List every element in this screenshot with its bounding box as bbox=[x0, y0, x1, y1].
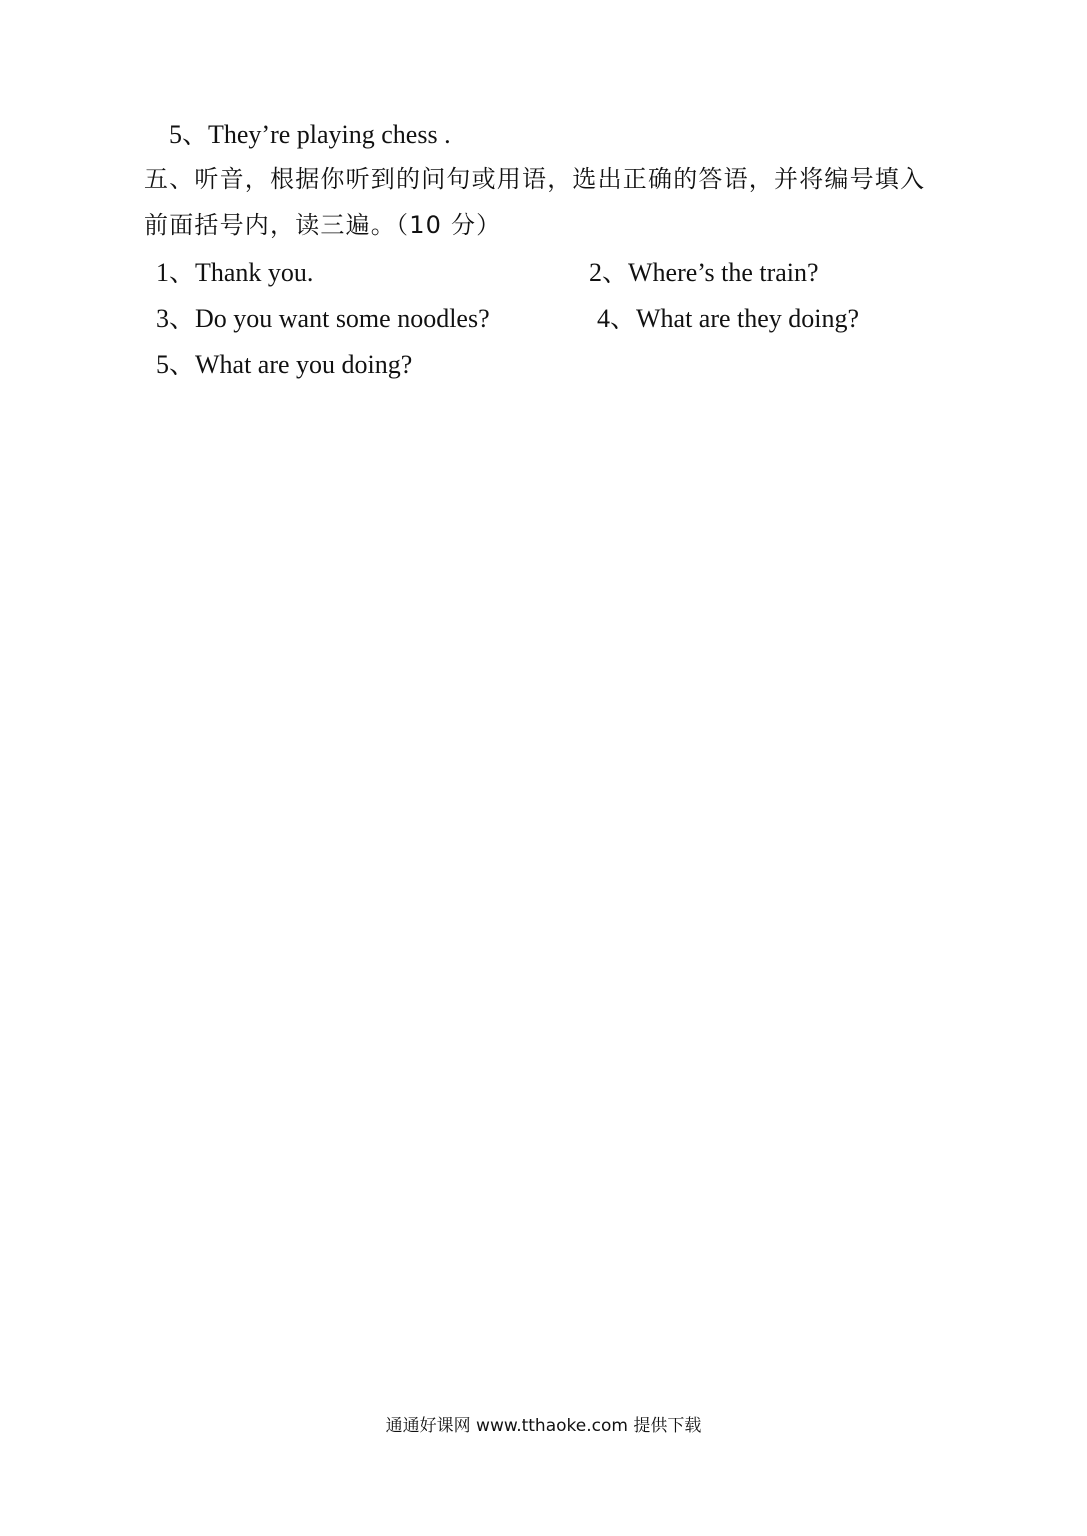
page-footer-download-note: 通通好课网 www.tthaoke.com 提供下载 bbox=[385, 1416, 702, 1436]
section-five-item-4: 4、What are they doing? bbox=[597, 304, 860, 333]
section-five-item-5: 5、What are you doing? bbox=[156, 350, 413, 379]
section-five-item-3: 3、Do you want some noodles? bbox=[156, 304, 490, 333]
previous-item-5: 5、They’re playing chess . bbox=[169, 120, 451, 149]
section-five-heading-line-2: 前面括号内，读三遍。（10 分） bbox=[144, 211, 502, 239]
section-five-item-1: 1、Thank you. bbox=[156, 258, 314, 287]
section-five-heading-line-1: 五、听音，根据你听到的问句或用语，选出正确的答语，并将编号填入 bbox=[144, 165, 926, 193]
section-five-item-2: 2、Where’s the train? bbox=[589, 258, 819, 287]
